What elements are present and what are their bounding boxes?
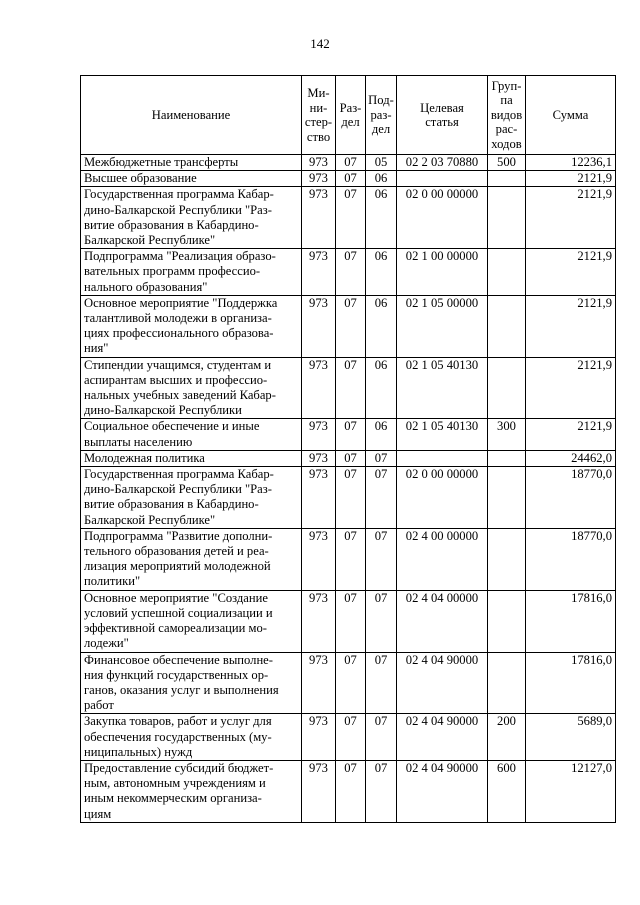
cell-subsection: 07: [366, 467, 397, 529]
cell-target: 02 2 03 70880: [397, 155, 488, 171]
cell-target: [397, 450, 488, 466]
cell-sum: 2121,9: [526, 171, 616, 187]
table-row: [81, 357, 616, 419]
cell-subsection: 06: [366, 419, 397, 450]
cell-name-line: Подпрограмма "Реализация образо-: [84, 249, 276, 264]
cell-name: [81, 295, 302, 357]
cell-name-line: витие образования в Кабардино-: [84, 497, 259, 512]
header-line: Ми-: [307, 86, 330, 100]
cell-ministry: 973: [302, 419, 336, 450]
header-line: статья: [425, 115, 459, 129]
cell-target: 02 1 05 40130: [397, 357, 488, 419]
cell-name-line: эффективной самореализации мо-: [84, 621, 267, 636]
cell-section: 07: [336, 295, 366, 357]
cell-ministry: 973: [302, 714, 336, 761]
table-row: [81, 528, 616, 590]
cell-sum: 24462,0: [526, 450, 616, 466]
cell-section: 07: [336, 528, 366, 590]
cell-name-line: вательных программ профессио-: [84, 264, 261, 279]
header-line: Под-: [368, 93, 394, 108]
header-line: видов: [490, 107, 523, 122]
cell-section: 07: [336, 249, 366, 296]
cell-subsection: 07: [366, 590, 397, 652]
cell-name-line: Основное мероприятие "Поддержка: [84, 295, 278, 310]
table-row: [81, 187, 616, 249]
cell-name-line: ным, автономным учреждениям и: [84, 776, 266, 791]
cell-sum: 17816,0: [526, 590, 616, 652]
header-line: раз-: [370, 107, 392, 122]
table-row: [81, 760, 616, 822]
cell-name-line: Предоставление субсидий бюджет-: [84, 760, 274, 775]
cell-name: [81, 450, 302, 466]
cell-name-line: Финансовое обеспечение выполне-: [84, 652, 273, 667]
cell-name-line: циям: [84, 806, 112, 821]
cell-name-line: Стипендии учащимся, студентам и: [84, 357, 272, 372]
cell-section: 07: [336, 155, 366, 171]
cell-ministry: 973: [302, 295, 336, 357]
cell-name: [81, 357, 302, 419]
table-body: [81, 155, 616, 823]
cell-name-line: Подпрограмма "Развитие дополни-: [84, 528, 273, 543]
cell-name-line: дино-Балкарской Республики: [84, 403, 242, 418]
cell-name-line: Высшее образование: [84, 171, 197, 186]
cell-name-line: ганов, оказания услуг и выполнения: [84, 682, 279, 697]
cell-group: 300: [488, 419, 526, 450]
cell-name-line: Социальное обеспечение и иные: [84, 419, 260, 434]
cell-sum: 2121,9: [526, 419, 616, 450]
cell-name-line: Балкарской Республике": [84, 233, 216, 248]
cell-target: 02 4 04 00000: [397, 590, 488, 652]
header-row: [81, 76, 616, 155]
cell-name-line: циях профессионального образова-: [84, 326, 274, 341]
cell-name-line: талантливой молодежи в организа-: [84, 311, 272, 326]
cell-name: [81, 187, 302, 249]
cell-ministry: 973: [302, 760, 336, 822]
cell-group: [488, 450, 526, 466]
header-name: Наименование: [81, 76, 302, 155]
header-line: па: [500, 93, 513, 108]
cell-subsection: 06: [366, 357, 397, 419]
cell-name-line: выплаты населению: [84, 434, 193, 449]
cell-subsection: 07: [366, 714, 397, 761]
cell-section: 07: [336, 760, 366, 822]
cell-group: [488, 357, 526, 419]
cell-sum: 17816,0: [526, 652, 616, 714]
cell-name-line: ния функций государственных ор-: [84, 667, 269, 682]
cell-subsection: 06: [366, 295, 397, 357]
cell-subsection: 07: [366, 450, 397, 466]
cell-ministry: 973: [302, 187, 336, 249]
header-section: [336, 76, 366, 155]
cell-section: 07: [336, 714, 366, 761]
cell-sum: 12236,1: [526, 155, 616, 171]
cell-target: 02 1 05 40130: [397, 419, 488, 450]
cell-name-line: работ: [84, 698, 114, 713]
table-row: [81, 467, 616, 529]
header-line: ни-: [309, 100, 328, 115]
cell-target: 02 4 04 90000: [397, 760, 488, 822]
cell-group: 500: [488, 155, 526, 171]
cell-subsection: 07: [366, 760, 397, 822]
cell-name: [81, 419, 302, 450]
cell-section: 07: [336, 171, 366, 187]
cell-name-line: нального образования": [84, 279, 208, 294]
header-target: [397, 76, 488, 155]
cell-sum: 18770,0: [526, 528, 616, 590]
cell-section: 07: [336, 419, 366, 450]
cell-ministry: 973: [302, 528, 336, 590]
cell-subsection: 05: [366, 155, 397, 171]
cell-name-line: обеспечения государственных (му-: [84, 729, 272, 744]
cell-sum: 2121,9: [526, 249, 616, 296]
table-row: [81, 450, 616, 466]
cell-ministry: 973: [302, 155, 336, 171]
cell-ministry: 973: [302, 357, 336, 419]
cell-ministry: 973: [302, 652, 336, 714]
cell-section: 07: [336, 590, 366, 652]
table-row: [81, 249, 616, 296]
cell-target: 02 1 00 00000: [397, 249, 488, 296]
cell-sum: 2121,9: [526, 187, 616, 249]
cell-sum: 2121,9: [526, 357, 616, 419]
cell-name-line: Балкарской Республике": [84, 512, 216, 527]
cell-name-line: дино-Балкарской Республики "Раз-: [84, 202, 272, 217]
header-line: дел: [371, 122, 391, 137]
cell-section: 07: [336, 450, 366, 466]
header-line: ство: [306, 129, 331, 144]
cell-ministry: 973: [302, 467, 336, 529]
cell-section: 07: [336, 357, 366, 419]
table-row: [81, 419, 616, 450]
header-line: Груп-: [491, 78, 522, 93]
cell-target: 02 4 00 00000: [397, 528, 488, 590]
cell-subsection: 06: [366, 171, 397, 187]
cell-target: 02 0 00 00000: [397, 467, 488, 529]
header-line: Целевая: [420, 100, 464, 115]
cell-section: 07: [336, 652, 366, 714]
cell-target: 02 4 04 90000: [397, 652, 488, 714]
cell-group: [488, 467, 526, 529]
cell-target: 02 0 00 00000: [397, 187, 488, 249]
cell-name: [81, 590, 302, 652]
cell-ministry: 973: [302, 590, 336, 652]
cell-name: [81, 171, 302, 187]
header-subsection: [366, 76, 397, 155]
cell-name-line: дино-Балкарской Республики "Раз-: [84, 482, 272, 497]
cell-subsection: 06: [366, 187, 397, 249]
header-line: ходов: [491, 136, 522, 151]
budget-table: [80, 75, 616, 823]
cell-name: [81, 652, 302, 714]
cell-group: [488, 171, 526, 187]
cell-name: [81, 467, 302, 529]
cell-subsection: 07: [366, 652, 397, 714]
cell-name-line: Молодежная политика: [84, 450, 205, 465]
table-row: [81, 590, 616, 652]
cell-name-line: Основное мероприятие "Создание: [84, 590, 268, 605]
cell-name: [81, 714, 302, 761]
cell-subsection: 06: [366, 249, 397, 296]
cell-name-line: Закупка товаров, работ и услуг для: [84, 714, 272, 729]
header-group: [488, 76, 526, 155]
cell-sum: 18770,0: [526, 467, 616, 529]
cell-group: 600: [488, 760, 526, 822]
cell-name-line: витие образования в Кабардино-: [84, 217, 259, 232]
cell-sum: 2121,9: [526, 295, 616, 357]
cell-ministry: 973: [302, 450, 336, 466]
cell-group: [488, 528, 526, 590]
cell-name-line: аспирантам высших и профессио-: [84, 372, 268, 387]
table-row: [81, 652, 616, 714]
table-row: [81, 155, 616, 171]
header-sum: Сумма: [526, 76, 616, 155]
cell-sum: 12127,0: [526, 760, 616, 822]
cell-target: 02 1 05 00000: [397, 295, 488, 357]
header-line: рас-: [495, 122, 518, 137]
cell-name: [81, 528, 302, 590]
cell-name-line: лизация мероприятий молодежной: [84, 559, 271, 574]
page-number: 142: [310, 36, 330, 51]
cell-name-line: ниципальных) нужд: [84, 744, 193, 759]
cell-ministry: 973: [302, 249, 336, 296]
cell-name-line: тельного образования детей и реа-: [84, 544, 269, 559]
cell-group: [488, 295, 526, 357]
cell-group: [488, 652, 526, 714]
header-line: Раз-: [339, 100, 362, 115]
table-row: [81, 295, 616, 357]
cell-sum: 5689,0: [526, 714, 616, 761]
cell-name-line: ния": [84, 341, 109, 356]
header-line: стер-: [304, 115, 333, 129]
cell-name: [81, 155, 302, 171]
cell-group: [488, 187, 526, 249]
cell-name: [81, 249, 302, 296]
cell-name-line: иным некоммерческим организа-: [84, 791, 262, 806]
cell-name-line: политики": [84, 574, 141, 589]
cell-group: 200: [488, 714, 526, 761]
header-line: дел: [341, 115, 360, 129]
cell-name-line: условий успешной социализации и: [84, 605, 273, 620]
cell-target: 02 4 04 90000: [397, 714, 488, 761]
cell-target: [397, 171, 488, 187]
cell-group: [488, 249, 526, 296]
table-row: [81, 714, 616, 761]
cell-name: [81, 760, 302, 822]
cell-name-line: Межбюджетные трансферты: [84, 155, 239, 169]
cell-group: [488, 590, 526, 652]
cell-name-line: Государственная программа Кабар-: [84, 187, 274, 202]
table-row: [81, 171, 616, 187]
cell-name-line: лодежи": [84, 636, 129, 651]
header-ministry: [302, 76, 336, 155]
cell-section: 07: [336, 467, 366, 529]
cell-section: 07: [336, 187, 366, 249]
cell-ministry: 973: [302, 171, 336, 187]
cell-subsection: 07: [366, 528, 397, 590]
cell-name-line: нальных учебных заведений Кабар-: [84, 388, 276, 403]
cell-name-line: Государственная программа Кабар-: [84, 467, 274, 482]
